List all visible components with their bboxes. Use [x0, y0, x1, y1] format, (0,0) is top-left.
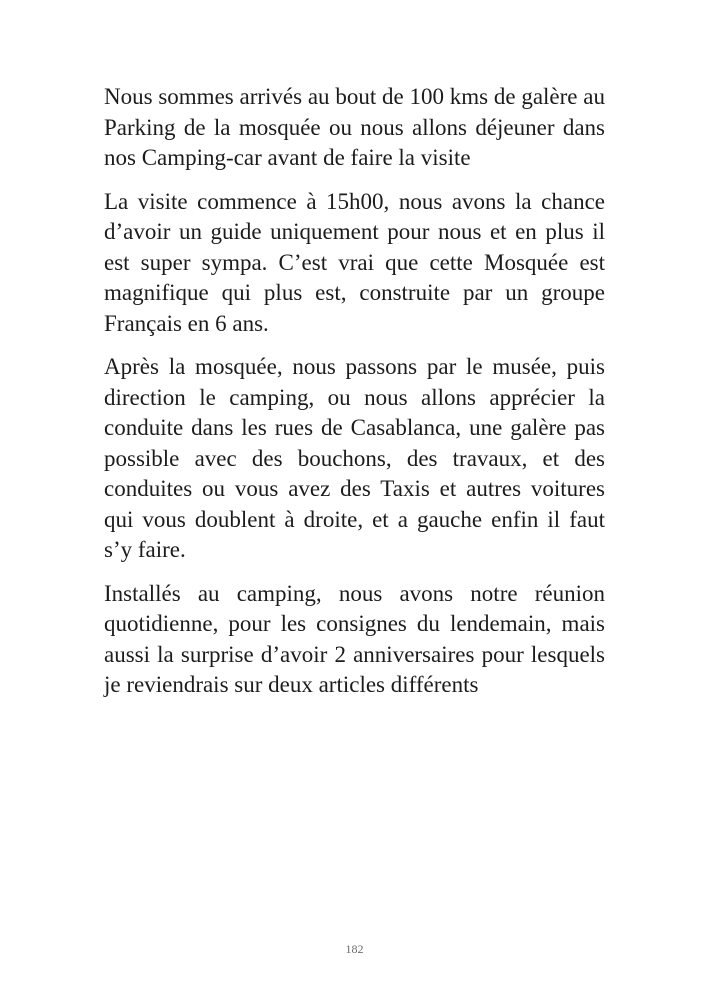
paragraph-3: Après la mosquée, nous passons par le musée, puis direction le camping, ou nous allons apprécier la conduite dans les rues de Casablanca, une galère pas possible avec des bouchons, des travaux, et des conduites ou vous avez des Taxis et autres voitures qui vous doublent à droite, et a gauche enfin il faut s’y faire.	[104, 354, 605, 562]
paragraph-1: Nous sommes arrivés au bout de 100 kms de galère au Parking de la mosquée ou nous allons déjeuner dans nos Camping-car avant de faire la visite	[104, 84, 605, 170]
page-number: 182	[345, 942, 364, 956]
paragraph-4: Installés au camping, nous avons notre réunion quotidienne, pour les consignes du lendemain, mais aussi la surprise d’avoir 2 anniversaires pour lesquels je reviendrais sur deux articles différents	[104, 580, 605, 697]
paragraph-2: La visite commence à 15h00, nous avons la chance d’avoir un guide uniquement pour nous et en plus il est super sympa. C’est vrai que cette Mosquée est magnifique qui plus est, construite par un groupe Français en 6 ans.	[104, 188, 605, 336]
body-text	[104, 82, 605, 714]
